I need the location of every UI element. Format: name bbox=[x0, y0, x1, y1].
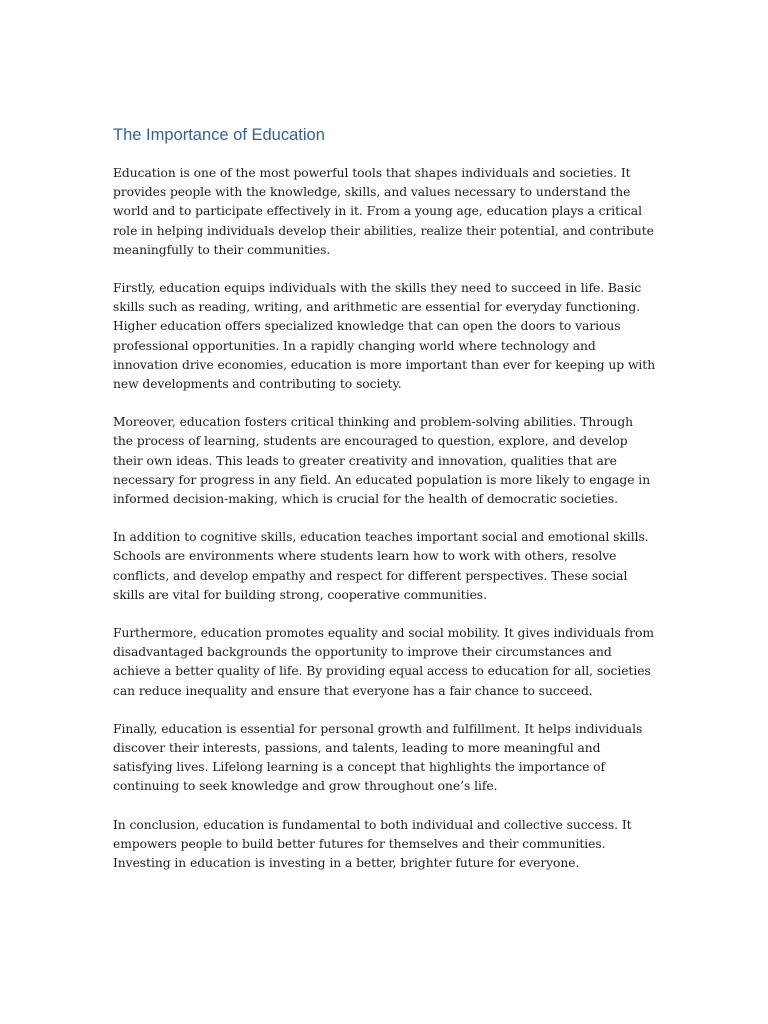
paragraph-personal-growth: Finally, education is essential for personal growth and fulfillment. It helps individuals discover their interests, passions, and talents, leading to more meaningful and satisfying lives. Lifelong learning is a concept that highlights the importance of continuing to seek knowledge and grow throughout one’s life. bbox=[113, 721, 643, 794]
paragraph-introduction: Education is one of the most powerful tools that shapes individuals and societies. It provides people with the knowledge, skills, and values necessary to understand the world and to participate effectively in it. From a young age, education plays a critical role in helping individuals develop their abilities, realize their potential, and contribute meaningfully to their communities. bbox=[113, 166, 654, 257]
paragraph-conclusion: In conclusion, education is fundamental to both individual and collective success. It empowers people to build better futures for themselves and their communities. Investing in education is investing in a better, brighter future for everyone. bbox=[113, 817, 632, 871]
paragraph-critical-thinking: Moreover, education fosters critical thinking and problem-solving abilities. Through the process of learning, students are encouraged to question, explore, and develop their own ideas. This leads to greater creativity and innovation, qualities that are necessary for progress in any field. An educated population is more likely to engage in informed decision-making, which is crucial for the health of democratic societies. bbox=[113, 415, 651, 507]
paragraph-social-skills: In addition to cognitive skills, education teaches important social and emotional skills. Schools are environments where students learn how to work with others, resolve conflicts, and develop empathy and respect for different perspectives. These social skills are vital for building strong, cooperative communities. bbox=[113, 530, 649, 602]
paragraph-equality: Furthermore, education promotes equality and social mobility. It gives individuals from disadvantaged backgrounds the opportunity to improve their circumstances and achieve a better quality of life. By providing equal access to education for all, societies can reduce inequality and ensure that everyone has a fair chance to succeed. bbox=[113, 626, 654, 698]
document-title: The Importance of Education bbox=[113, 126, 325, 144]
paragraph-skills: Firstly, education equips individuals with the skills they need to succeed in life. Basic skills such as reading, writing, and arithmetic are essential for everyday functioning. Higher education offers specialized knowledge that can open the doors to various professional opportunities. In a rapidly changing world where technology and innovation drive economies, education is more important than ever for keeping up with new developments and contributing to society. bbox=[113, 281, 656, 392]
document-body bbox=[113, 124, 656, 892]
